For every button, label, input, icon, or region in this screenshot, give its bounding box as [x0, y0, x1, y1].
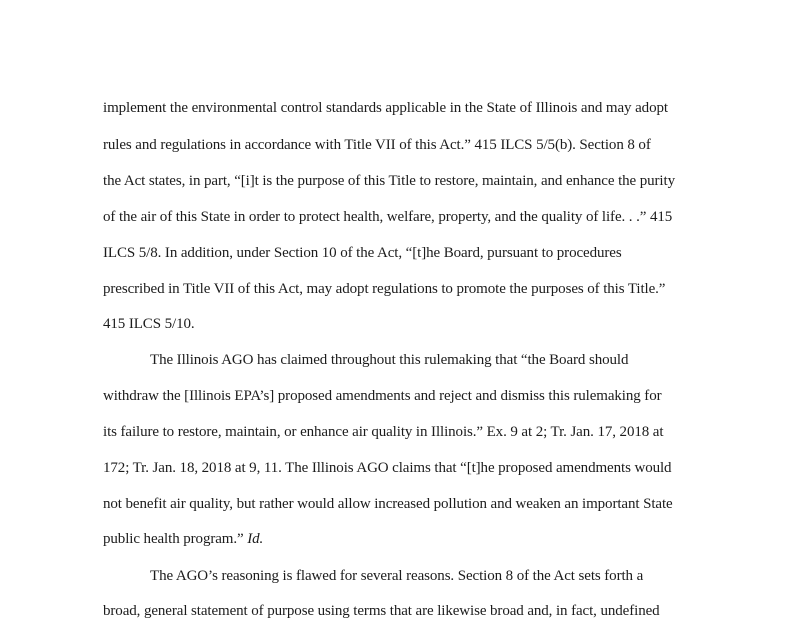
- paragraph-2-line-6-text: public health program.”: [103, 531, 244, 547]
- paragraph-2-line-1: The Illinois AGO has claimed throughout this rulemaking that “the Board should: [150, 352, 629, 368]
- paragraph-1-line-6: prescribed in Title VII of this Act, may adopt regulations to promote the purposes of this Title.”: [103, 281, 666, 297]
- paragraph-1-line-2: rules and regulations in accordance with Title VII of this Act.” 415 ILCS 5/5(b). Section 8 of: [103, 137, 651, 153]
- paragraph-1-line-3: the Act states, in part, “[i]t is the purpose of this Title to restore, maintain, and enhance the purity: [103, 173, 675, 189]
- paragraph-2-line-2: withdraw the [Illinois EPA’s] proposed amendments and reject and dismiss this rulemaking for: [103, 388, 662, 404]
- paragraph-3-line-1: The AGO’s reasoning is flawed for several reasons. Section 8 of the Act sets forth a: [150, 568, 644, 584]
- paragraph-1-line-1: implement the environmental control standards applicable in the State of Illinois and may adopt: [103, 100, 668, 116]
- paragraph-1-line-4: of the air of this State in order to protect health, welfare, property, and the quality of life. . .” 415: [103, 209, 673, 225]
- paragraph-3-line-2: broad, general statement of purpose using terms that are likewise broad and, in fact, undefined: [103, 603, 660, 619]
- citation-id: Id.: [247, 531, 264, 547]
- paragraph-2-line-3: its failure to restore, maintain, or enhance air quality in Illinois.” Ex. 9 at 2; Tr. Jan. 17, 2018 at: [103, 424, 664, 440]
- paragraph-2-line-6: [103, 530, 263, 548]
- paragraph-1-line-7: 415 ILCS 5/10.: [103, 316, 195, 332]
- paragraph-2-line-4: 172; Tr. Jan. 18, 2018 at 9, 11. The Illinois AGO claims that “[t]he proposed amendments would: [103, 460, 672, 476]
- paragraph-2-line-5: not benefit air quality, but rather would allow increased pollution and weaken an important State: [103, 496, 673, 512]
- paragraph-1-line-5: ILCS 5/8. In addition, under Section 10 of the Act, “[t]he Board, pursuant to procedures: [103, 245, 622, 261]
